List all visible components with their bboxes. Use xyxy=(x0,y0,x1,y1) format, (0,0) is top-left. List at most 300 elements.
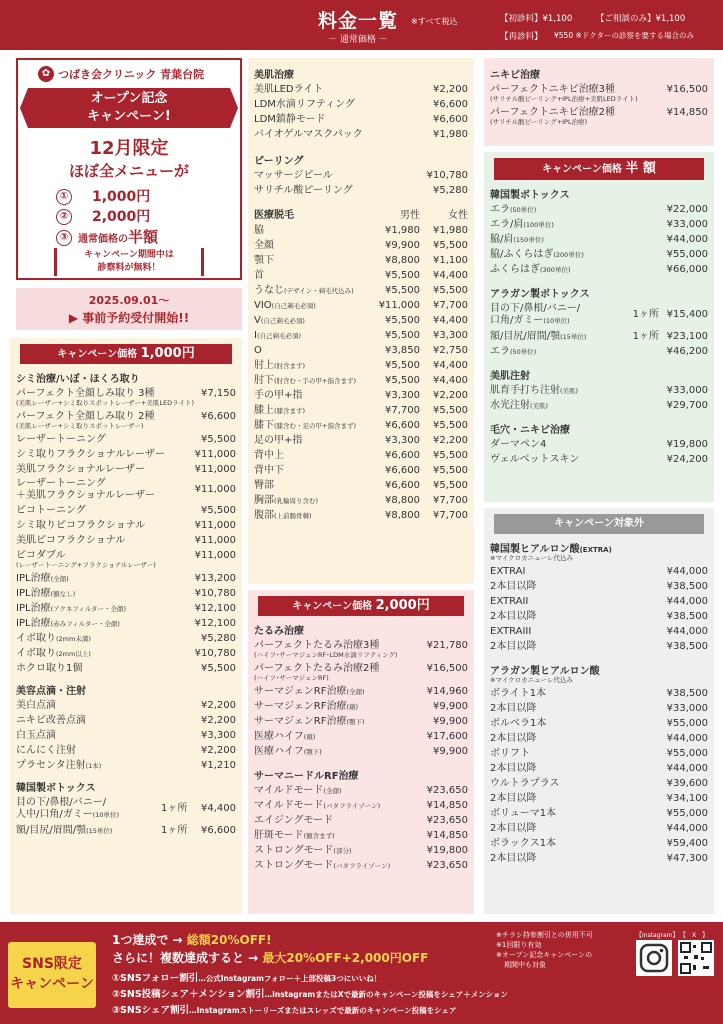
price-row xyxy=(254,253,468,268)
x-qr-code-icon[interactable] xyxy=(678,940,714,976)
price-row xyxy=(490,579,708,594)
price-row xyxy=(16,447,236,462)
reservation-box xyxy=(16,288,242,330)
item-note: (300単位) xyxy=(540,265,571,274)
price-row xyxy=(254,168,468,183)
female-price: ¥2,200 xyxy=(433,389,468,401)
item-price: ¥59,400 xyxy=(666,837,708,849)
item-note: (額含まず) xyxy=(303,831,335,840)
item-name: IPL治療(赤みフィルター・全顔) xyxy=(16,617,120,629)
item-name: IPL治療(額なし) xyxy=(16,587,76,599)
price-row xyxy=(490,851,708,866)
item-name: IPL治療(アクネフィルター・全顔) xyxy=(16,602,127,614)
item-price: ¥9,900 xyxy=(433,700,468,712)
male-price: ¥5,500 xyxy=(385,269,420,281)
price-list xyxy=(254,168,468,198)
item-price: ¥55,000 xyxy=(666,747,708,759)
price-row xyxy=(254,298,468,313)
price-row xyxy=(254,97,468,112)
price-list xyxy=(254,82,468,142)
item-name: エラ(50単位) xyxy=(490,203,537,215)
campaign-1000-panel xyxy=(10,338,242,914)
item-name: ヴェルベットスキン xyxy=(490,453,580,465)
item-price: ¥14,850 xyxy=(666,106,708,118)
price-row xyxy=(254,783,468,798)
section-spot-treatment: シミ治療/いぼ・ほくろ取り xyxy=(16,374,140,385)
item-name: 医療ハイフ(頬) xyxy=(254,730,316,742)
item-name: レーザートーニング xyxy=(16,433,106,445)
price-row xyxy=(254,328,468,343)
item-price: ¥44,000 xyxy=(666,595,708,607)
section-needle-rf: サーマニードルRF治療 xyxy=(254,771,359,782)
item-price: ¥33,000 xyxy=(666,702,708,714)
price-list xyxy=(490,437,708,467)
item-price: ¥44,000 xyxy=(666,233,708,245)
male-price: ¥6,600 xyxy=(385,464,420,476)
item-price: ¥19,800 xyxy=(426,844,468,856)
sns-campaign-badge: SNS限定 キャンペーン xyxy=(8,942,96,1008)
item-name: 腹部(上前腸骨棘) xyxy=(254,509,312,521)
price-row xyxy=(490,701,708,716)
excluded-title: キャンペーン対象外 xyxy=(494,514,704,534)
price-row xyxy=(16,503,236,518)
price-row xyxy=(254,798,468,813)
price-row xyxy=(16,728,236,743)
price-row xyxy=(254,313,468,328)
item-price: ¥6,600 xyxy=(433,113,468,125)
item-name: EXTRAII xyxy=(490,595,529,607)
item-name: 肘下(肘含む・手の甲+指含まず) xyxy=(254,374,357,386)
first-visit-fee: 【初診料】¥1,100 xyxy=(500,14,573,24)
price-row xyxy=(490,232,708,247)
item-name: 美肌フラクショナルレーザー xyxy=(16,463,146,475)
item-price: ¥23,650 xyxy=(426,859,468,871)
item-price: ¥47,300 xyxy=(666,852,708,864)
item-name: サーマジェンRF治療(顎下) xyxy=(254,715,365,727)
item-price: ¥55,000 xyxy=(666,717,708,729)
item-price: ¥11,000 xyxy=(194,519,236,531)
item-name: 2本目以降 xyxy=(490,640,537,652)
item-price: ¥38,500 xyxy=(666,610,708,622)
cannula-note: ※マイクロカニューレ代込み xyxy=(490,676,574,684)
item-price: ¥23,650 xyxy=(426,814,468,826)
item-price: ¥2,200 xyxy=(201,714,236,726)
price-row xyxy=(490,821,708,836)
price-row xyxy=(490,776,708,791)
item-price: ¥5,500 xyxy=(201,662,236,674)
item-name: バイオゲルマスクパック xyxy=(254,128,363,140)
item-name: 肌育手打ち注射(美肌) xyxy=(490,384,579,396)
free-consult-note: キャンペーン期間中は 診察料が無料！ xyxy=(54,248,204,276)
item-name: マイルドモード(全顔) xyxy=(254,784,342,796)
item-price: ¥13,200 xyxy=(194,572,236,584)
item-price: ¥5,500 xyxy=(201,433,236,445)
male-price: ¥3,850 xyxy=(385,344,420,356)
item-note: (全顔) xyxy=(50,574,69,583)
male-price: ¥5,500 xyxy=(385,329,420,341)
item-name: 2本目以降 xyxy=(490,580,537,592)
item-price: ¥11,000 xyxy=(194,534,236,546)
price-row xyxy=(254,729,468,744)
item-name: イボ取り(2mm未満) xyxy=(16,632,91,644)
price-row xyxy=(254,508,468,523)
price-row xyxy=(254,448,468,463)
female-price: ¥4,400 xyxy=(433,269,468,281)
item-name: ボラックス1本 xyxy=(490,837,557,849)
male-price: ¥5,500 xyxy=(385,314,420,326)
item-note: (上前腸骨棘) xyxy=(274,511,312,520)
item-detail: (美肌レーザー+シミ取りスポットレーザー+美肌LEDライト) xyxy=(16,399,195,407)
page-subtitle: － 通常価格 － xyxy=(328,35,388,45)
price-row xyxy=(16,571,236,586)
item-name: ウルトラプラス xyxy=(490,777,560,789)
male-price: ¥9,900 xyxy=(385,239,420,251)
item-name: パーフェクトたるみ治療2種 xyxy=(254,662,380,674)
item-price: ¥11,000 xyxy=(194,463,236,475)
item-name: 脇/ふくらはぎ(200単位) xyxy=(490,248,584,260)
female-price: ¥5,500 xyxy=(433,284,468,296)
female-price: ¥1,980 xyxy=(433,224,468,236)
price-row xyxy=(490,594,708,609)
price-list xyxy=(254,638,468,759)
section-peeling: ピーリング xyxy=(254,156,304,167)
female-price: ¥4,400 xyxy=(433,374,468,386)
item-price: ¥2,200 xyxy=(433,83,468,95)
item-note: (バタフライゾーン) xyxy=(323,801,381,810)
item-price: ¥12,100 xyxy=(194,617,236,629)
revisit-label: 【再診料】 xyxy=(500,32,543,42)
item-price: ¥10,780 xyxy=(426,169,468,181)
item-name: EXTRAI xyxy=(490,565,526,577)
item-name: 背中下 xyxy=(254,464,284,476)
item-price: ¥33,000 xyxy=(666,218,708,230)
item-name: パーフェクトたるみ治療3種 xyxy=(254,639,380,651)
item-price: ¥10,780 xyxy=(194,587,236,599)
price-row xyxy=(16,758,236,773)
item-price: ¥44,000 xyxy=(666,732,708,744)
item-note: (額なし) xyxy=(50,589,76,598)
item-note: (100単位) xyxy=(523,220,554,229)
price-row xyxy=(254,127,468,142)
male-price: ¥5,500 xyxy=(385,284,420,296)
item-name: 美白点滴 xyxy=(16,699,56,711)
item-note: (頬) xyxy=(346,702,359,711)
item-price: ¥6,600 xyxy=(433,98,468,110)
item-name: LDM水滴リフティング xyxy=(254,98,355,110)
item-name: ふくらはぎ(300単位) xyxy=(490,263,571,275)
section-pore: 毛穴・ニキビ治療 xyxy=(490,425,570,436)
item-name: パーフェクト全顔しみ取り 3種 xyxy=(16,387,155,399)
item-price: ¥29,700 xyxy=(666,399,708,411)
item-detail: (レーザートーニング+フラクショナルレーザー) xyxy=(16,561,156,569)
male-price: ¥1,980 xyxy=(385,224,420,236)
section-allergan-botox: アラガン製ボトックス xyxy=(490,289,590,300)
item-name: 水光注射(美肌) xyxy=(490,399,549,411)
price-row xyxy=(16,631,236,646)
sns-offer-1: 1つ達成で → 総額20%OFF! xyxy=(112,933,272,947)
item-note: (自己剃毛必須) xyxy=(256,331,302,340)
item-price: ¥5,280 xyxy=(433,184,468,196)
campaign-2000-title: キャンペーン価格 2,000円 xyxy=(258,596,464,616)
price-list xyxy=(490,82,708,126)
price-row xyxy=(254,358,468,373)
price-row xyxy=(490,383,708,398)
male-price: ¥8,800 xyxy=(385,509,420,521)
item-name: 2本目以降 xyxy=(490,852,537,864)
sns-rule-2: ②SNS投稿シェア＋メンション割引…InstagramまたはXで最新のキャンペーン投稿をシェア＋メンション xyxy=(112,989,508,1000)
item-name: V(自己剃毛必須) xyxy=(254,314,305,326)
item-name: エイジングモード xyxy=(254,814,334,826)
item-name: 脇 xyxy=(254,224,264,236)
price-row xyxy=(490,437,708,452)
item-note: (頬) xyxy=(303,732,316,741)
item-price: ¥1,210 xyxy=(201,759,236,771)
item-name: EXTRAIII xyxy=(490,625,532,637)
item-name: 美肌ピコフラクショナル xyxy=(16,534,126,546)
item-note: (全顔) xyxy=(346,687,365,696)
open-campaign-box xyxy=(16,58,242,280)
open-campaign-banner: オープン記念 キャンペーン! xyxy=(28,88,230,128)
item-name: エラ/肩(100単位) xyxy=(490,218,554,230)
item-name: 2本目以降 xyxy=(490,762,537,774)
item-price: ¥44,000 xyxy=(666,822,708,834)
female-price: ¥5,500 xyxy=(433,464,468,476)
item-name: イボ取り(2mm以上) xyxy=(16,647,91,659)
item-name: 膝下(膝含む・足の甲+指含まず) xyxy=(254,419,357,431)
item-name: うなじ(デザイン・剃毛代込み) xyxy=(254,284,354,296)
item-price: ¥17,600 xyxy=(426,730,468,742)
item-note: (50単位) xyxy=(510,205,537,214)
item-name: 2本目以降 xyxy=(490,732,537,744)
price-list xyxy=(490,202,708,277)
item-name: VIO(自己剃毛必須) xyxy=(254,299,316,311)
consult-fee: 【ご相談のみ】¥1,100 xyxy=(596,14,686,24)
item-price: ¥6,600 xyxy=(201,410,236,422)
sns-rule-1: ①SNSフォロー割引…公式Instagramフォロー＋上部投稿3つにいいね！ xyxy=(112,973,382,984)
price-row xyxy=(16,533,236,548)
price-row xyxy=(254,223,468,238)
item-name: 胸部(乳輪周り含む) xyxy=(254,494,319,506)
item-note: (全顔) xyxy=(323,786,342,795)
item-note: (赤みフィルター・全顔) xyxy=(50,619,120,628)
item-name: 全顔 xyxy=(254,239,274,251)
item-price: ¥66,000 xyxy=(666,263,708,275)
price-row xyxy=(490,262,708,277)
female-price: ¥4,400 xyxy=(433,314,468,326)
price-row xyxy=(254,373,468,388)
item-name: 2本目以降 xyxy=(490,792,537,804)
item-name: サーマジェンRF治療(全顔) xyxy=(254,685,365,697)
item-detail: (ハイフ･サーマジェンRF･LDM水滴リフティング) xyxy=(254,651,398,659)
hair-removal-list xyxy=(254,223,468,523)
campaign-2000-panel xyxy=(248,590,474,914)
item-detail: (サリチル酸ピーリング+IPL治療) xyxy=(490,118,588,126)
price-row xyxy=(254,744,468,759)
price-row xyxy=(254,82,468,97)
sns-rule-3: ③SNSシェア割引…Instagramストーリーズまたはスレッズで最新のキャンペーン投稿をシェア xyxy=(112,1005,457,1016)
item-name: 肝斑モード(額含まず) xyxy=(254,829,335,841)
header-bar xyxy=(0,0,723,50)
section-sagging: たるみ治療 xyxy=(254,626,304,637)
item-price: ¥14,850 xyxy=(426,799,468,811)
item-note: (肘含む・手の甲+指含まず) xyxy=(274,376,357,385)
price-row xyxy=(254,183,468,198)
price-row xyxy=(254,238,468,253)
price-row xyxy=(254,493,468,508)
price-row xyxy=(490,398,708,413)
item-price: ¥38,500 xyxy=(666,687,708,699)
item-price: ¥1,980 xyxy=(433,128,468,140)
item-price: ¥2,200 xyxy=(201,699,236,711)
price-row xyxy=(490,686,708,701)
item-price: ¥38,500 xyxy=(666,640,708,652)
item-name: ボライト1本 xyxy=(490,687,547,699)
instagram-label: 【Instagram】 xyxy=(636,932,679,939)
item-note: (バタフライゾーン) xyxy=(333,861,391,870)
price-row xyxy=(254,283,468,298)
offer-2000: ② 2,000円 xyxy=(56,206,150,226)
price-row xyxy=(490,761,708,776)
item-note: (乳輪周り含む) xyxy=(274,496,319,505)
price-row xyxy=(254,478,468,493)
item-name: 足の甲+指 xyxy=(254,434,303,446)
item-name: ボリューマ1本 xyxy=(490,807,557,819)
item-name: IPL治療(全顔) xyxy=(16,572,69,584)
price-row xyxy=(16,743,236,758)
sns-campaign-footer xyxy=(0,922,723,1024)
item-note: (膝含まず) xyxy=(274,406,306,415)
camellia-logo-icon: ✿ xyxy=(38,66,54,82)
item-name: ストロングモード(バタフライゾーン) xyxy=(254,859,391,871)
price-row xyxy=(490,716,708,731)
price-row xyxy=(16,646,236,661)
item-detail: (ハイフ･サーマジェンRF) xyxy=(254,674,329,682)
price-row xyxy=(254,403,468,418)
price-row: 目の下/鼻根/バニー/ 人中/口角/ガミー(10単位) 1ヶ所 ¥4,400 xyxy=(16,797,236,820)
item-name: 背中上 xyxy=(254,449,284,461)
item-name: 首 xyxy=(254,269,264,281)
item-price: ¥44,000 xyxy=(666,565,708,577)
price-row xyxy=(16,661,236,676)
female-price: ¥7,700 xyxy=(433,509,468,521)
price-list xyxy=(16,503,236,676)
item-name: マッサージピール xyxy=(254,169,333,181)
item-note: (200単位) xyxy=(553,250,584,259)
price-row xyxy=(254,433,468,448)
item-price: ¥2,200 xyxy=(201,744,236,756)
price-row xyxy=(16,713,236,728)
offer-half: ③ 通常価格の半額 xyxy=(56,226,158,247)
item-price: ¥16,500 xyxy=(666,83,708,95)
item-price: ¥55,000 xyxy=(666,807,708,819)
item-name: LDM鎮静モード xyxy=(254,113,326,125)
male-price: ¥3,300 xyxy=(385,389,420,401)
price-row xyxy=(490,746,708,761)
male-price: ¥3,300 xyxy=(385,434,420,446)
male-price: ¥11,000 xyxy=(378,299,420,311)
item-note: (2mm以上) xyxy=(56,649,91,658)
price-row: レーザートーニング ＋美肌フラクショナルレーザー ¥11,000 xyxy=(16,478,236,501)
item-name: ホクロ取り1個 xyxy=(16,662,83,674)
item-name: ボルベラ1本 xyxy=(490,717,547,729)
item-name: にんにく注射 xyxy=(16,744,76,756)
price-row xyxy=(254,388,468,403)
campaign-1000-title: キャンペーン価格 1,000円 xyxy=(20,344,232,364)
instagram-qr-icon[interactable] xyxy=(636,940,672,976)
item-name: 脇/肩(150単位) xyxy=(490,233,544,245)
item-price: ¥33,000 xyxy=(666,384,708,396)
female-price: ¥5,500 xyxy=(433,239,468,251)
item-name: O xyxy=(254,344,262,356)
item-name: プラセンタ注射(1本) xyxy=(16,759,102,771)
section-korean-hyaluronic: 韓国製ヒアルロン酸(EXTRA) xyxy=(490,544,612,555)
item-note: (2mm未満) xyxy=(56,634,91,643)
price-row xyxy=(490,639,708,654)
item-name: 2本目以降 xyxy=(490,702,537,714)
item-note: (膝含む・足の甲+指含まず) xyxy=(274,421,357,430)
item-name: 手の甲+指 xyxy=(254,389,303,401)
price-row xyxy=(490,564,708,579)
item-price: ¥24,200 xyxy=(666,453,708,465)
section-skin-injection: 美肌注射 xyxy=(490,371,530,382)
price-list xyxy=(254,783,468,873)
female-price: ¥5,500 xyxy=(433,419,468,431)
campaign-half-panel xyxy=(484,152,714,502)
item-name: 顎下 xyxy=(254,254,274,266)
item-price: ¥11,000 xyxy=(194,448,236,460)
male-price: ¥5,500 xyxy=(385,359,420,371)
female-price: ¥2,200 xyxy=(433,434,468,446)
item-price: ¥3,300 xyxy=(201,729,236,741)
campaign-half-title: キャンペーン価格 半 額 xyxy=(494,158,704,180)
item-name: ピコトーニング xyxy=(16,504,86,516)
price-row xyxy=(490,624,708,639)
price-row xyxy=(254,858,468,873)
female-price: ¥5,500 xyxy=(433,479,468,491)
male-price: ¥8,800 xyxy=(385,494,420,506)
revisit-fee: ¥550 ※ドクターの診察を要する場合のみ xyxy=(554,31,694,40)
price-row: エラ(50単位) ¥46,200 xyxy=(490,345,708,357)
price-row xyxy=(254,699,468,714)
clinic-name: ✿ つばき会クリニック 青葉台院 xyxy=(38,66,204,82)
male-price: ¥6,600 xyxy=(385,449,420,461)
item-note: (美肌) xyxy=(560,386,579,395)
item-price: ¥16,500 xyxy=(426,662,468,674)
item-name: 臀部 xyxy=(254,479,274,491)
item-name: 医療ハイフ(顎下) xyxy=(254,745,322,757)
item-detail: (美肌レーザー+シミ取りスポットレーザー) xyxy=(16,422,144,430)
price-row: 額/目尻/眉間/顎(15単位) 1ヶ所 ¥6,600 xyxy=(16,824,236,836)
price-row xyxy=(16,518,236,533)
price-list xyxy=(16,386,236,477)
item-name: 膝上(膝含まず) xyxy=(254,404,306,416)
male-price: ¥5,500 xyxy=(385,374,420,386)
item-name: パーフェクト全顔しみ取り 2種 xyxy=(16,410,155,422)
item-price: ¥21,780 xyxy=(426,639,468,651)
item-name: サーマジェンRF治療(頬) xyxy=(254,700,359,712)
male-price: ¥8,800 xyxy=(385,254,420,266)
item-price: ¥11,000 xyxy=(194,549,236,561)
reservation-open: ▶ 事前予約受付開始!! xyxy=(68,311,190,325)
price-row xyxy=(16,601,236,616)
price-row xyxy=(254,714,468,729)
item-note: (アクネフィルター・全顔) xyxy=(50,604,127,613)
item-price: ¥5,500 xyxy=(201,504,236,516)
item-name: 美肌LEDライト xyxy=(254,83,324,95)
item-name: ピコダブル xyxy=(16,549,66,561)
price-row xyxy=(254,112,468,127)
item-note: (顎下) xyxy=(346,717,365,726)
